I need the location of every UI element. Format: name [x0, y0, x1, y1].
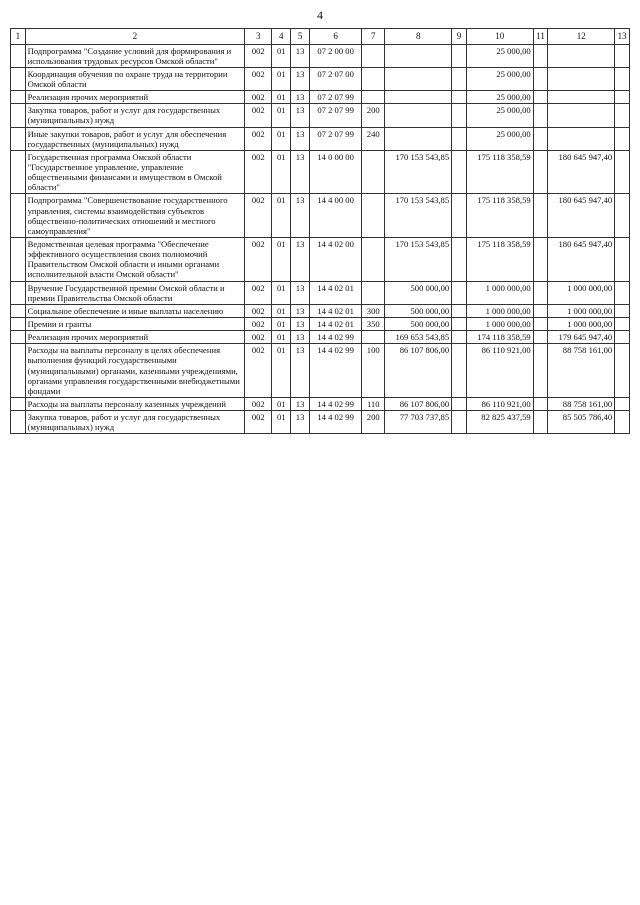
empty-cell: [533, 91, 548, 104]
empty-cell: [615, 150, 630, 194]
empty-cell: [615, 67, 630, 90]
empty-cell: [615, 397, 630, 410]
target-article-cell: 07 2 07 99: [309, 104, 361, 127]
subsection-code-cell: 13: [291, 91, 310, 104]
amount-2017-cell: 1 000 000,00: [466, 304, 533, 317]
row-name-cell: Иные закупки товаров, работ и услуг для обеспечения государственных (муниципальных) нужд: [25, 127, 245, 150]
row-index-cell: [11, 104, 26, 127]
empty-cell: [533, 397, 548, 410]
row-name-cell: Расходы на выплаты персоналу в целях обеспечения выполнения функций государственными (муниципальными) органами, казенными учреждениями, органами управления государственными внебюджетными фондами: [25, 344, 245, 398]
row-name-cell: Подпрограмма "Создание условий для формирования и использования трудовых ресурсов Омской области": [25, 44, 245, 67]
table-row: [11, 91, 630, 104]
row-index-cell: [11, 411, 26, 434]
ministry-code-cell: 002: [245, 331, 272, 344]
row-index-cell: [11, 317, 26, 330]
amount-2016-cell: [385, 91, 452, 104]
empty-cell: [615, 194, 630, 238]
expense-type-cell: [362, 281, 385, 304]
expense-type-cell: [362, 331, 385, 344]
empty-cell: [452, 91, 467, 104]
expense-type-cell: [362, 194, 385, 238]
section-code-cell: 01: [272, 344, 291, 398]
empty-cell: [452, 238, 467, 282]
column-header: 5: [291, 29, 310, 45]
row-name-cell: Вручение Государственной премии Омской области и премии Правительства Омской области: [25, 281, 245, 304]
section-code-cell: 01: [272, 91, 291, 104]
expense-type-cell: 200: [362, 104, 385, 127]
row-name-cell: Закупка товаров, работ и услуг для государственных (муниципальных) нужд: [25, 104, 245, 127]
amount-2017-cell: 25 000,00: [466, 67, 533, 90]
section-code-cell: 01: [272, 150, 291, 194]
amount-2016-cell: [385, 127, 452, 150]
empty-cell: [615, 304, 630, 317]
expense-type-cell: 240: [362, 127, 385, 150]
amount-2016-cell: 86 107 806,00: [385, 397, 452, 410]
ministry-code-cell: 002: [245, 104, 272, 127]
row-index-cell: [11, 397, 26, 410]
amount-2016-cell: 500 000,00: [385, 317, 452, 330]
amount-2017-cell: 174 118 358,59: [466, 331, 533, 344]
empty-cell: [615, 331, 630, 344]
empty-cell: [533, 317, 548, 330]
amount-2016-cell: [385, 44, 452, 67]
amount-2016-cell: [385, 67, 452, 90]
column-header: 4: [272, 29, 291, 45]
section-code-cell: 01: [272, 194, 291, 238]
section-code-cell: 01: [272, 397, 291, 410]
section-code-cell: 01: [272, 411, 291, 434]
column-header: 1: [11, 29, 26, 45]
column-header: 9: [452, 29, 467, 45]
empty-cell: [533, 44, 548, 67]
amount-2018-cell: 85 505 786,40: [548, 411, 615, 434]
amount-2018-cell: 180 645 947,40: [548, 194, 615, 238]
subsection-code-cell: 13: [291, 304, 310, 317]
column-header: 12: [548, 29, 615, 45]
amount-2016-cell: 170 153 543,85: [385, 194, 452, 238]
amount-2017-cell: 175 118 358,59: [466, 194, 533, 238]
empty-cell: [615, 411, 630, 434]
section-code-cell: 01: [272, 127, 291, 150]
ministry-code-cell: 002: [245, 127, 272, 150]
amount-2018-cell: 1 000 000,00: [548, 281, 615, 304]
column-header: 13: [615, 29, 630, 45]
empty-cell: [615, 238, 630, 282]
amount-2017-cell: 175 118 358,59: [466, 150, 533, 194]
row-index-cell: [11, 281, 26, 304]
row-name-cell: Координация обучения по охране труда на территории Омской области: [25, 67, 245, 90]
row-name-cell: Расходы на выплаты персоналу казенных учреждений: [25, 397, 245, 410]
table-row: [11, 317, 630, 330]
section-code-cell: 01: [272, 317, 291, 330]
subsection-code-cell: 13: [291, 238, 310, 282]
row-index-cell: [11, 344, 26, 398]
empty-cell: [452, 331, 467, 344]
target-article-cell: 14 0 00 00: [309, 150, 361, 194]
empty-cell: [452, 317, 467, 330]
target-article-cell: 14 4 02 01: [309, 281, 361, 304]
amount-2017-cell: 86 110 921,00: [466, 397, 533, 410]
table-row: [11, 44, 630, 67]
table-row: [11, 411, 630, 434]
table-row: [11, 150, 630, 194]
column-header: 10: [466, 29, 533, 45]
ministry-code-cell: 002: [245, 238, 272, 282]
expense-type-cell: 200: [362, 411, 385, 434]
empty-cell: [533, 331, 548, 344]
ministry-code-cell: 002: [245, 44, 272, 67]
target-article-cell: 14 4 02 01: [309, 317, 361, 330]
empty-cell: [533, 104, 548, 127]
amount-2017-cell: 82 825 437,59: [466, 411, 533, 434]
amount-2017-cell: 1 000 000,00: [466, 281, 533, 304]
amount-2016-cell: 86 107 806,00: [385, 344, 452, 398]
section-code-cell: 01: [272, 331, 291, 344]
empty-cell: [533, 150, 548, 194]
section-code-cell: 01: [272, 238, 291, 282]
amount-2017-cell: 175 118 358,59: [466, 238, 533, 282]
row-index-cell: [11, 44, 26, 67]
amount-2016-cell: 170 153 543,85: [385, 238, 452, 282]
empty-cell: [452, 411, 467, 434]
empty-cell: [615, 127, 630, 150]
subsection-code-cell: 13: [291, 150, 310, 194]
row-name-cell: Государственная программа Омской области "Государственное управление, управление общественными финансами и имуществом в Омской области": [25, 150, 245, 194]
column-header: 11: [533, 29, 548, 45]
empty-cell: [533, 411, 548, 434]
target-article-cell: 07 2 07 99: [309, 127, 361, 150]
subsection-code-cell: 13: [291, 44, 310, 67]
amount-2018-cell: 180 645 947,40: [548, 150, 615, 194]
amount-2016-cell: 500 000,00: [385, 304, 452, 317]
row-name-cell: Социальное обеспечение и иные выплаты населению: [25, 304, 245, 317]
amount-2017-cell: 25 000,00: [466, 127, 533, 150]
expense-type-cell: [362, 238, 385, 282]
section-code-cell: 01: [272, 67, 291, 90]
empty-cell: [615, 104, 630, 127]
row-index-cell: [11, 238, 26, 282]
subsection-code-cell: 13: [291, 397, 310, 410]
amount-2016-cell: [385, 104, 452, 127]
table-header-row: [11, 29, 630, 45]
expense-type-cell: 300: [362, 304, 385, 317]
subsection-code-cell: 13: [291, 281, 310, 304]
amount-2018-cell: 1 000 000,00: [548, 317, 615, 330]
expense-type-cell: [362, 150, 385, 194]
page-number: 4: [317, 8, 323, 22]
subsection-code-cell: 13: [291, 411, 310, 434]
target-article-cell: 14 4 02 99: [309, 344, 361, 398]
expense-type-cell: [362, 91, 385, 104]
column-header: 7: [362, 29, 385, 45]
expense-type-cell: 350: [362, 317, 385, 330]
amount-2018-cell: [548, 104, 615, 127]
subsection-code-cell: 13: [291, 344, 310, 398]
row-name-cell: Закупка товаров, работ и услуг для государственных (муниципальных) нужд: [25, 411, 245, 434]
expense-type-cell: 100: [362, 344, 385, 398]
row-index-cell: [11, 331, 26, 344]
target-article-cell: 14 4 02 99: [309, 331, 361, 344]
amount-2018-cell: [548, 67, 615, 90]
budget-table: [10, 28, 630, 434]
amount-2018-cell: 179 645 947,40: [548, 331, 615, 344]
amount-2018-cell: [548, 44, 615, 67]
subsection-code-cell: 13: [291, 331, 310, 344]
ministry-code-cell: 002: [245, 317, 272, 330]
amount-2018-cell: 1 000 000,00: [548, 304, 615, 317]
table-row: [11, 344, 630, 398]
row-name-cell: Премии и гранты: [25, 317, 245, 330]
amount-2018-cell: 88 758 161,00: [548, 344, 615, 398]
row-index-cell: [11, 304, 26, 317]
table-row: [11, 281, 630, 304]
empty-cell: [533, 67, 548, 90]
target-article-cell: 14 4 02 01: [309, 304, 361, 317]
expense-type-cell: [362, 67, 385, 90]
ministry-code-cell: 002: [245, 397, 272, 410]
target-article-cell: 07 2 00 00: [309, 44, 361, 67]
row-name-cell: Подпрограмма "Совершенствование государственного управления, системы взаимодействия субъектов общественно-политических отношений и местного самоуправления": [25, 194, 245, 238]
table-row: [11, 397, 630, 410]
amount-2017-cell: 25 000,00: [466, 104, 533, 127]
target-article-cell: 14 4 02 00: [309, 238, 361, 282]
empty-cell: [533, 238, 548, 282]
column-header: 3: [245, 29, 272, 45]
row-name-cell: Реализация прочих мероприятий: [25, 91, 245, 104]
table-row: [11, 331, 630, 344]
ministry-code-cell: 002: [245, 194, 272, 238]
target-article-cell: 07 2 07 99: [309, 91, 361, 104]
table-row: [11, 304, 630, 317]
empty-cell: [533, 127, 548, 150]
target-article-cell: 14 4 00 00: [309, 194, 361, 238]
empty-cell: [452, 44, 467, 67]
table-row: [11, 104, 630, 127]
subsection-code-cell: 13: [291, 67, 310, 90]
target-article-cell: 07 2 07 00: [309, 67, 361, 90]
amount-2018-cell: [548, 91, 615, 104]
ministry-code-cell: 002: [245, 344, 272, 398]
subsection-code-cell: 13: [291, 194, 310, 238]
ministry-code-cell: 002: [245, 67, 272, 90]
row-index-cell: [11, 91, 26, 104]
empty-cell: [615, 44, 630, 67]
table-row: [11, 67, 630, 90]
target-article-cell: 14 4 02 99: [309, 411, 361, 434]
row-index-cell: [11, 127, 26, 150]
column-header: 6: [309, 29, 361, 45]
expense-type-cell: [362, 44, 385, 67]
amount-2016-cell: 169 653 543,85: [385, 331, 452, 344]
ministry-code-cell: 002: [245, 91, 272, 104]
amount-2017-cell: 1 000 000,00: [466, 317, 533, 330]
empty-cell: [452, 397, 467, 410]
ministry-code-cell: 002: [245, 281, 272, 304]
empty-cell: [452, 150, 467, 194]
amount-2018-cell: [548, 127, 615, 150]
table-row: [11, 194, 630, 238]
section-code-cell: 01: [272, 304, 291, 317]
amount-2018-cell: 180 645 947,40: [548, 238, 615, 282]
empty-cell: [452, 194, 467, 238]
empty-cell: [533, 194, 548, 238]
amount-2017-cell: 86 110 921,00: [466, 344, 533, 398]
empty-cell: [615, 281, 630, 304]
section-code-cell: 01: [272, 44, 291, 67]
empty-cell: [452, 344, 467, 398]
section-code-cell: 01: [272, 281, 291, 304]
row-name-cell: Ведомственная целевая программа "Обеспечение эффективного осуществления своих полномочий Правительством Омской области и иными органами исполнительной власти Омской области": [25, 238, 245, 282]
amount-2016-cell: 170 153 543,85: [385, 150, 452, 194]
empty-cell: [533, 281, 548, 304]
ministry-code-cell: 002: [245, 150, 272, 194]
column-header: 8: [385, 29, 452, 45]
empty-cell: [452, 304, 467, 317]
row-index-cell: [11, 150, 26, 194]
amount-2017-cell: 25 000,00: [466, 91, 533, 104]
section-code-cell: 01: [272, 104, 291, 127]
empty-cell: [615, 91, 630, 104]
amount-2017-cell: 25 000,00: [466, 44, 533, 67]
amount-2016-cell: 500 000,00: [385, 281, 452, 304]
empty-cell: [533, 344, 548, 398]
empty-cell: [452, 127, 467, 150]
subsection-code-cell: 13: [291, 127, 310, 150]
empty-cell: [452, 281, 467, 304]
amount-2018-cell: 88 758 161,00: [548, 397, 615, 410]
expense-type-cell: 110: [362, 397, 385, 410]
column-header: 2: [25, 29, 245, 45]
target-article-cell: 14 4 02 99: [309, 397, 361, 410]
ministry-code-cell: 002: [245, 304, 272, 317]
row-index-cell: [11, 194, 26, 238]
table-row: [11, 127, 630, 150]
empty-cell: [452, 67, 467, 90]
ministry-code-cell: 002: [245, 411, 272, 434]
amount-2016-cell: 77 703 737,85: [385, 411, 452, 434]
empty-cell: [533, 304, 548, 317]
empty-cell: [615, 344, 630, 398]
table-row: [11, 238, 630, 282]
empty-cell: [452, 104, 467, 127]
subsection-code-cell: 13: [291, 317, 310, 330]
subsection-code-cell: 13: [291, 104, 310, 127]
empty-cell: [615, 317, 630, 330]
row-name-cell: Реализация прочих мероприятий: [25, 331, 245, 344]
row-index-cell: [11, 67, 26, 90]
